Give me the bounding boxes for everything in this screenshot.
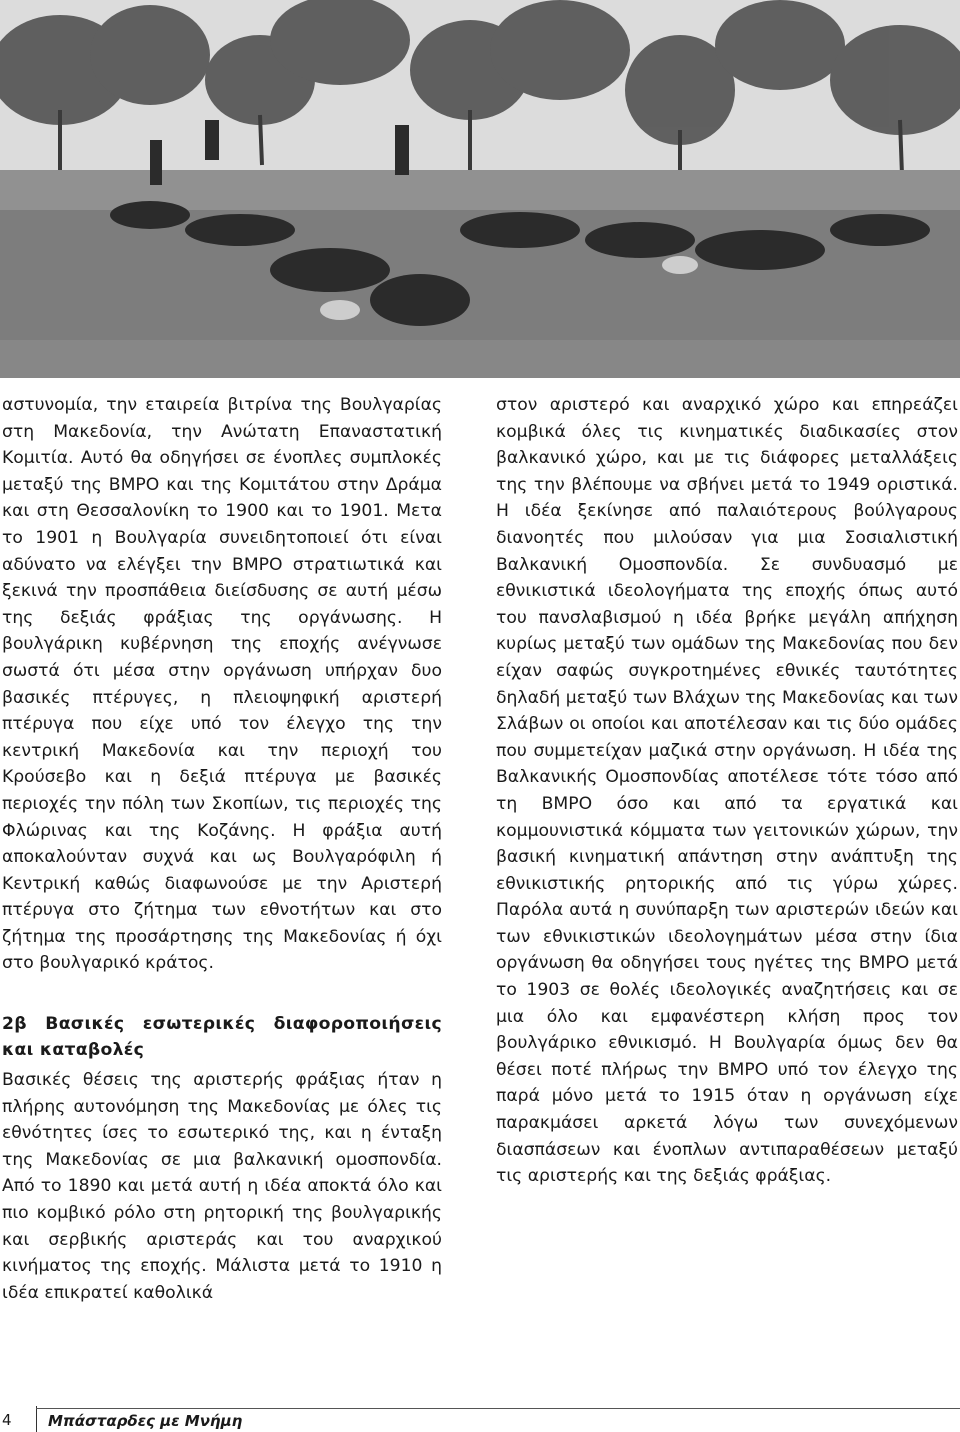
right-column (496, 392, 958, 1190)
page-footer (0, 1406, 960, 1430)
footer-divider (36, 1406, 37, 1432)
footer-line (36, 1408, 960, 1409)
historical-photo-icon (0, 0, 960, 378)
right-paragraph-1: στον αριστερό και αναρχικό χώρο και επηρεάζει κομβικά όλες τις κινηματικές διαδικασίες στον βαλκανικό χώρο, και με τις διάφορες μεταλλάξεις της την βλέπουμε να σβήνει μετά το 1949 οριστικά. Η ιδέα ξεκίνησε από παλαιότερους βούλγαρους διανοητές που μιλούσαν για μια Σοσιαλιστική Βαλκανική Ομοσπονδία. Σε συνδυασμό με εθνικιστικά ιδεολογήματα της εποχής όπως αυτό του πανσλαβισμού η ιδέα βρήκε μεγάλη απήχηση κυρίως μεταξύ των ομάδων της Μακεδονίας που δεν είχαν σαφώς συγκροτημένες εθνικές ταυτότητες δηλαδή μεταξύ των Βλάχων της Μακεδονίας και των Σλάβων οι οποίοι και αποτέλεσαν και τις δύο ομάδες που συμμετείχαν μαζικά στην οργάνωση. Η ιδέα της Βαλκανικής Ομοσπονδίας αποτέλεσε τότε τόσο από τη ΒΜΡΟ όσο και από τα εργατικά και κομμουνιστικά κόμματα των γειτονικών χώρων, την βασική κινηματική απάντηση στην ανάπτυξη της εθνικιστικής ρητορικής από τις γύρω χώρες. Παρόλα αυτά η συνύπαρξη των αριστερών ιδεών και των εθνικιστικών ιδεολογημάτων μέσα στην ίδια οργάνωση θα οδηγήσει τους ηγέτες της ΒΜΡΟ μετά το 1903 σε θολές ιδεολογικές αναζητήσεις και σε μια όλο και εμφανέστερη κλήση προς τον βουλγάρικο εθνικισμό. Η Βουλγαρία όμως δεν θα θέσει ποτέ πλήρως την ΒΜΡΟ υπό τον έλεγχο της παρά μόνο μετά το 1915 όταν η οργάνωση είχε παρακμάσει αρκετά λόγω των συνεχόμενων διασπάσεων και ένοπλων αντιπαραθέσεων μεταξύ τις αριστερής και της δεξιάς φράξιας. (496, 395, 958, 1187)
left-paragraph-1: αστυνομία, την εταιρεία βιτρίνα της Βουλγαρίας στη Μακεδονία, την Ανώτατη Επαναστατική Κομιτία. Αυτό θα οδηγήσει σε ένοπλες συμπλοκές μεταξύ της ΒΜΡΟ και της Κομιτάτου στην Δράμα και στη Θεσσαλονίκη το 1900 και το 1901. Μετα το 1901 η Βουλγαρία συνειδητοποιεί ότι είναι αδύνατο να ελέγξει την ΒΜΡΟ στρατιωτικά και ξεκινά την προσπάθεια διείσδυσης σε αυτή μέσω της δεξιάς φράξιας της οργάνωσης. Η βουλγάρικη κυβέρνηση της εποχής ανέγνωσε σωστά ότι μέσα στην οργάνωση υπήρχαν δυο βασικές πτέρυγες, η πλειοψηφική αριστερή πτέρυγα που είχε υπό τον έλεγχο της την κεντρική Μακεδονία και την περιοχή του Κρούσεβο και η δεξιά πτέρυγα με βασικές περιοχές την πόλη των Σκοπίων, τις περιοχές της Φλώρινας και της Κοζάνης. Η φράξια αυτή αποκαλούνταν συχνά και ως Βουλγαρόφιλη ή Κεντρική καθώς διαφωνούσε με την Αριστερή πτέρυγα στο ζήτημα των εθνοτήτων και στο ζήτημα της προσάρτησης της Μακεδονίας ή όχι στο βουλγαρικό κράτος. (2, 395, 442, 974)
left-paragraph-2: Βασικές θέσεις της αριστερής φράξιας ήταν η πλήρης αυτονόμηση της Μακεδονίας με όλες τις εθνότητες ίσες το εσωτερικό της, και η ένταξη της Μακεδονίας σε μια βαλκανική ομοσπονδία. Από το 1890 και μετά αυτή η ιδέα αποκτά όλο και πιο κομβικό ρόλο στη ρητορική της βουλγαρικής και σερβικής αριστεράς και του αναρχικού κινήματος της εποχής. Μάλιστα μετά το 1910 η ιδέα επικρατεί καθολικά (2, 1070, 442, 1303)
section-subheading: 2β Βασικές εσωτερικές διαφοροποιήσεις και καταβολές (2, 1014, 442, 1061)
left-column (2, 392, 442, 1306)
publication-title: Μπάσταρδες με Μνήμη (48, 1412, 243, 1430)
historical-photo (0, 0, 960, 378)
page-number: 4 (2, 1411, 12, 1429)
